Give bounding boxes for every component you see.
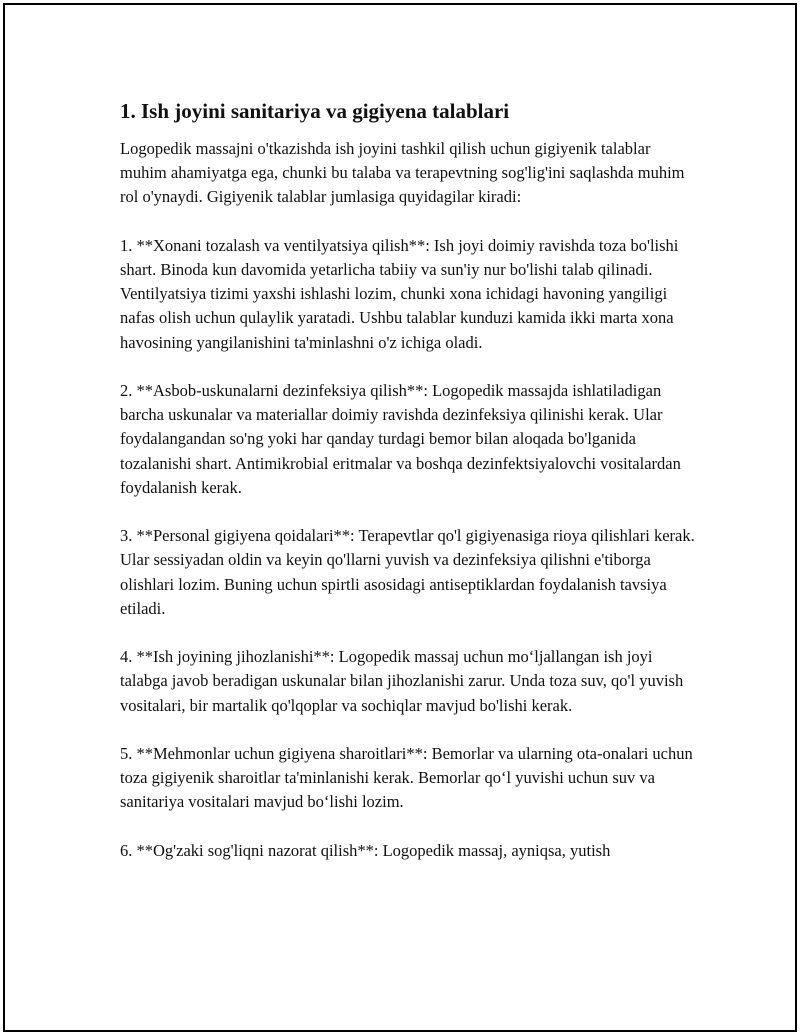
section-heading: 1. Ish joyini sanitariya va gigiyena talablari [120,99,510,123]
list-item-1: 1. **Xonani tozalash va ventilyatsiya qilish**: Ish joyi doimiy ravishda toza bo'lishi shart. Binoda kun davomida yetarlicha tabiiy va sun'iy nur bo'lishi talab qilinadi. Ventilyatsiya tizimi yaxshi ishlashi lozim, chunki xona ichidagi havoning yangiligi nafas olish uchun qulaylik yaratadi. Ushbu talablar kunduzi kamida ikki marta xona havosining yangilanishini ta'minlashni o'z ichiga oladi. [120,235,679,352]
document-page [3,3,797,1032]
intro-paragraph: Logopedik massajni o'tkazishda ish joyini tashkil qilish uchun gigiyenik talablar muhim ahamiyatga ega, chunki bu talaba va terapevtning sog'lig'ini saqlashda muhim rol o'ynaydi. Gigiyenik talablar jumlasiga quyidagilar kiradi: [120,139,685,207]
list-item-6: 6. **Og'zaki sog'liqni nazorat qilish**: Logopedik massaj, ayniqsa, yutish [120,840,611,860]
list-item-3: 3. **Personal gigiyena qoidalari**: Terapevtlar qo'l gigiyenasiga rioya qilishlari kerak. Ular sessiyadan oldin va keyin qo'llarni yuvish va dezinfeksiya qilishni e'tiborga olishlari lozim. Buning uchun spirtli asosidagi antiseptiklardan foydalanish tavsiya etiladi. [120,526,695,618]
list-item-5: 5. **Mehmonlar uchun gigiyena sharoitlari**: Bemorlar va ularning ota-onalari uchun toza gigiyenik sharoitlar ta'minlanishi kerak. Bemorlar qo‘l yuvishi uchun suv va sanitariya vositalari mavjud bo‘lishi lozim. [120,744,693,812]
list-item-4: 4. **Ish joyining jihozlanishi**: Logopedik massaj uchun mo‘ljallangan ish joyi talabga javob beradigan uskunalar bilan jihozlanishi zarur. Unda toza suv, qo'l yuvish vositalari, bir martalik qo'lqoplar va sochiqlar mavjud bo'lishi kerak. [120,647,684,715]
list-item-2: 2. **Asbob-uskunalarni dezinfeksiya qilish**: Logopedik massajda ishlatiladigan barcha uskunalar va materiallar doimiy ravishda dezinfeksiya qilinishi kerak. Ular foydalangandan so'ng yoki har qanday turdagi bemor bilan aloqada bo'lganida tozalanishi shart. Antimikrobial eritmalar va boshqa dezinfektsiyalovchi vositalardan foydalanish kerak. [120,381,681,497]
document-body [120,97,695,887]
